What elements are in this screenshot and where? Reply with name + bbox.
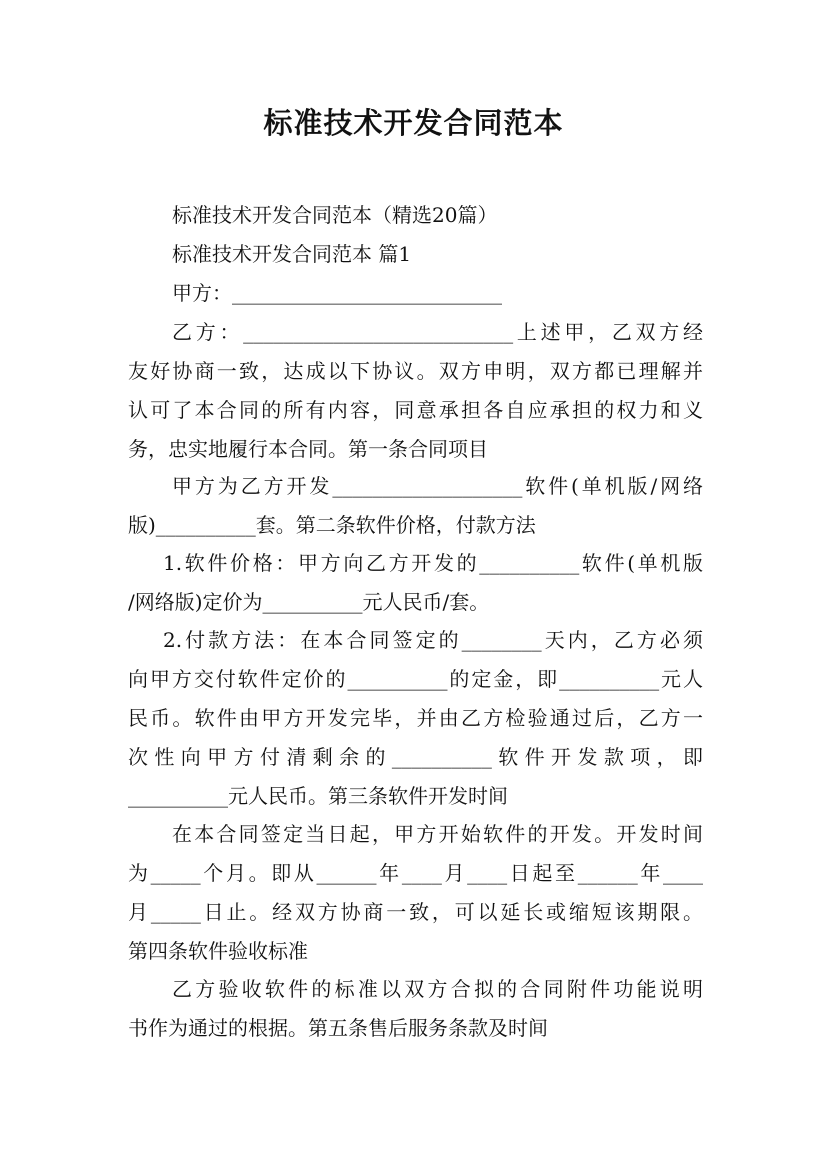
document-title: 标准技术开发合同范本 (263, 106, 564, 140)
text-line: 甲方：___________________________ (172, 281, 502, 305)
text-line: 标准技术开发合同范本（精选20篇） (172, 203, 498, 227)
text-line: /网络版)定价为__________元人民币/套。 (128, 590, 490, 614)
text-line: __________元人民币。第三条软件开发时间 (128, 784, 508, 808)
section-heading (128, 235, 703, 274)
text-line: 第四条软件验收标准 (128, 939, 308, 963)
text-line: 次性向甲方付清剩余的__________软件开发款项，即 (128, 745, 703, 769)
text-line: 甲方为乙方开发___________________软件(单机版/网络 (172, 474, 703, 498)
text-line: 民币。软件由甲方开发完毕，并由乙方检验通过后，乙方一 (128, 706, 703, 730)
text-line: 在本合同签定当日起，甲方开始软件的开发。开发时间 (172, 822, 703, 846)
text-line: 务，忠实地履行本合同。第一条合同项目 (128, 437, 488, 461)
party-b-paragraph (128, 313, 703, 469)
text-line: 为_____个月。即从______年____月____日起至______年____ (128, 861, 703, 885)
acceptance-paragraph (128, 970, 703, 1048)
text-line: 2.付款方法：在本合同签定的________天内，乙方必须 (163, 628, 703, 652)
text-line: 乙方：___________________________上述甲，乙双方经 (172, 320, 703, 344)
party-a-line (128, 274, 703, 313)
text-line: 1.软件价格：甲方向乙方开发的__________软件(单机版 (163, 551, 703, 575)
text-line: 向甲方交付软件定价的__________的定金，即__________元人 (128, 667, 703, 691)
text-line: 乙方验收软件的标准以双方合拟的合同附件功能说明 (172, 977, 703, 1001)
text-line: 月_____日止。经双方协商一致，可以延长或缩短该期限。 (128, 900, 703, 924)
development-time-paragraph (128, 815, 703, 971)
text-line: 书作为通过的根据。第五条售后服务条款及时间 (128, 1016, 548, 1040)
text-line: 版)__________套。第二条软件价格，付款方法 (128, 513, 536, 537)
text-line: 标准技术开发合同范本 篇1 (172, 242, 412, 266)
clause-1-paragraph (128, 467, 703, 545)
payment-method-paragraph (128, 621, 703, 816)
software-price-paragraph (128, 544, 703, 622)
text-line: 认可了本合同的所有内容，同意承担各自应承担的权力和义 (128, 398, 703, 422)
subtitle-paragraph (128, 196, 703, 235)
text-line: 友好协商一致，达成以下协议。双方申明，双方都已理解并 (128, 359, 703, 383)
